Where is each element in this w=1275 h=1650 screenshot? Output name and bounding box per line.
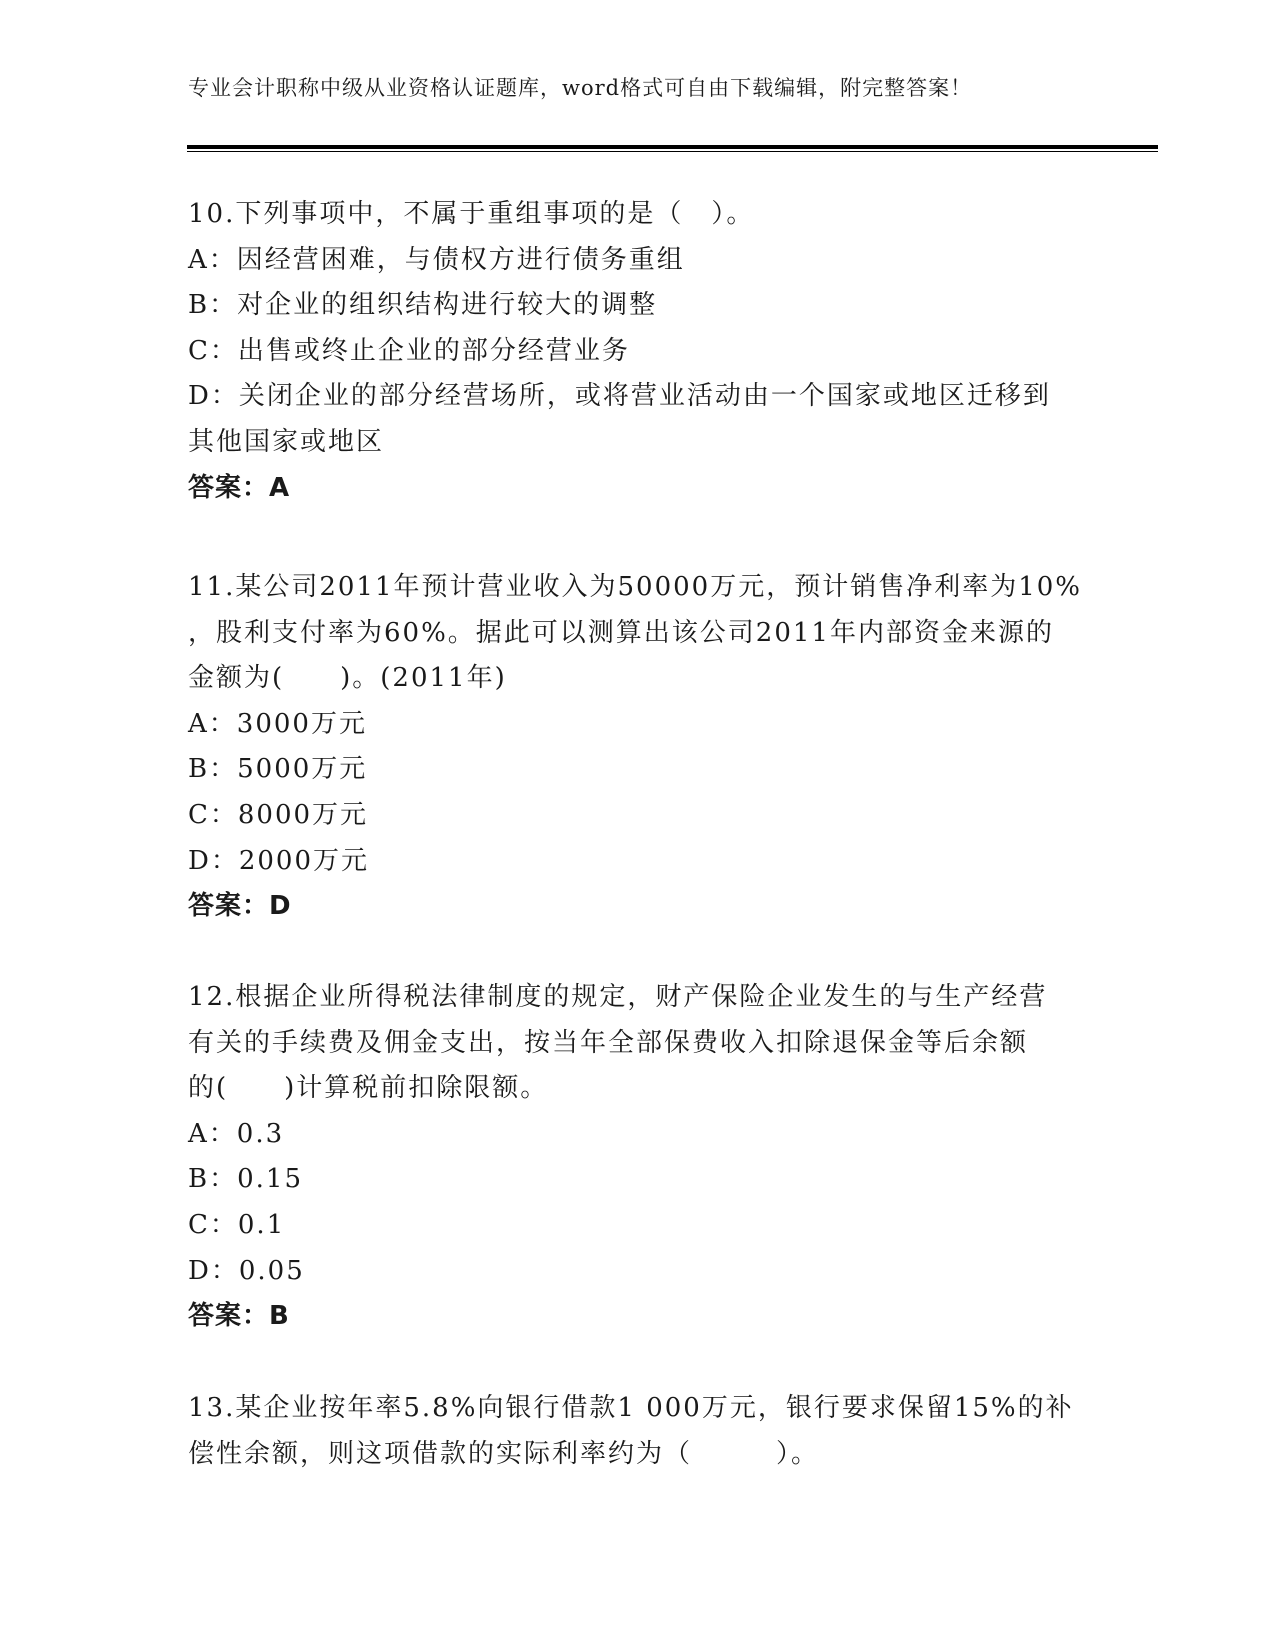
option-a: A：因经营困难，与债权方进行债务重组 [188, 244, 685, 275]
question-11 [188, 565, 1088, 930]
question-10 [188, 192, 1088, 511]
question-stem: 的( )计算税前扣除限额。 [188, 1073, 549, 1104]
answer: 答案：A [188, 472, 291, 503]
option-b: B：对企业的组织结构进行较大的调整 [188, 290, 658, 321]
question-12 [188, 975, 1088, 1340]
question-stem: 13.某企业按年率5.8%向银行借款1 000万元，银行要求保留15%的补 [188, 1393, 1074, 1423]
option-a: A：0.3 [188, 1118, 285, 1149]
option-c: C：出售或终止企业的部分经营业务 [188, 335, 630, 366]
answer: 答案：B [188, 1301, 290, 1332]
option-d: D：关闭企业的部分经营场所，或将营业活动由一个国家或地区迁移到 [188, 381, 1051, 412]
option-b: B：5000万元 [188, 754, 368, 785]
question-stem: 12.根据企业所得税法律制度的规定，财产保险企业发生的与生产经营 [188, 982, 1048, 1012]
option-d-continued: 其他国家或地区 [188, 426, 385, 457]
question-stem: 11.某公司2011年预计营业收入为50000万元，预计销售净利率为10% [188, 572, 1083, 602]
question-13 [188, 1386, 1088, 1477]
option-d: D：2000万元 [188, 845, 370, 876]
question-stem: 10.下列事项中，不属于重组事项的是（ ）。 [188, 199, 755, 229]
option-d: D：0.05 [188, 1255, 305, 1286]
option-c: C：0.1 [188, 1209, 286, 1240]
question-stem: ，股利支付率为60%。据此可以测算出该公司2011年内部资金来源的 [188, 617, 1054, 648]
answer: 答案：D [188, 891, 292, 922]
header-rule-thin [187, 151, 1158, 152]
option-b: B：0.15 [188, 1164, 303, 1195]
question-stem: 有关的手续费及佣金支出，按当年全部保费收入扣除退保金等后余额 [188, 1027, 1029, 1058]
option-c: C：8000万元 [188, 799, 369, 830]
question-stem: 金额为( )。(2011年) [188, 663, 507, 694]
question-stem: 偿性余额，则这项借款的实际利率约为（ ）。 [188, 1438, 820, 1469]
page-header: 专业会计职称中级从业资格认证题库，word格式可自由下载编辑，附完整答案！ [188, 76, 973, 100]
header-rule-thick [187, 145, 1158, 149]
option-a: A：3000万元 [188, 708, 367, 739]
